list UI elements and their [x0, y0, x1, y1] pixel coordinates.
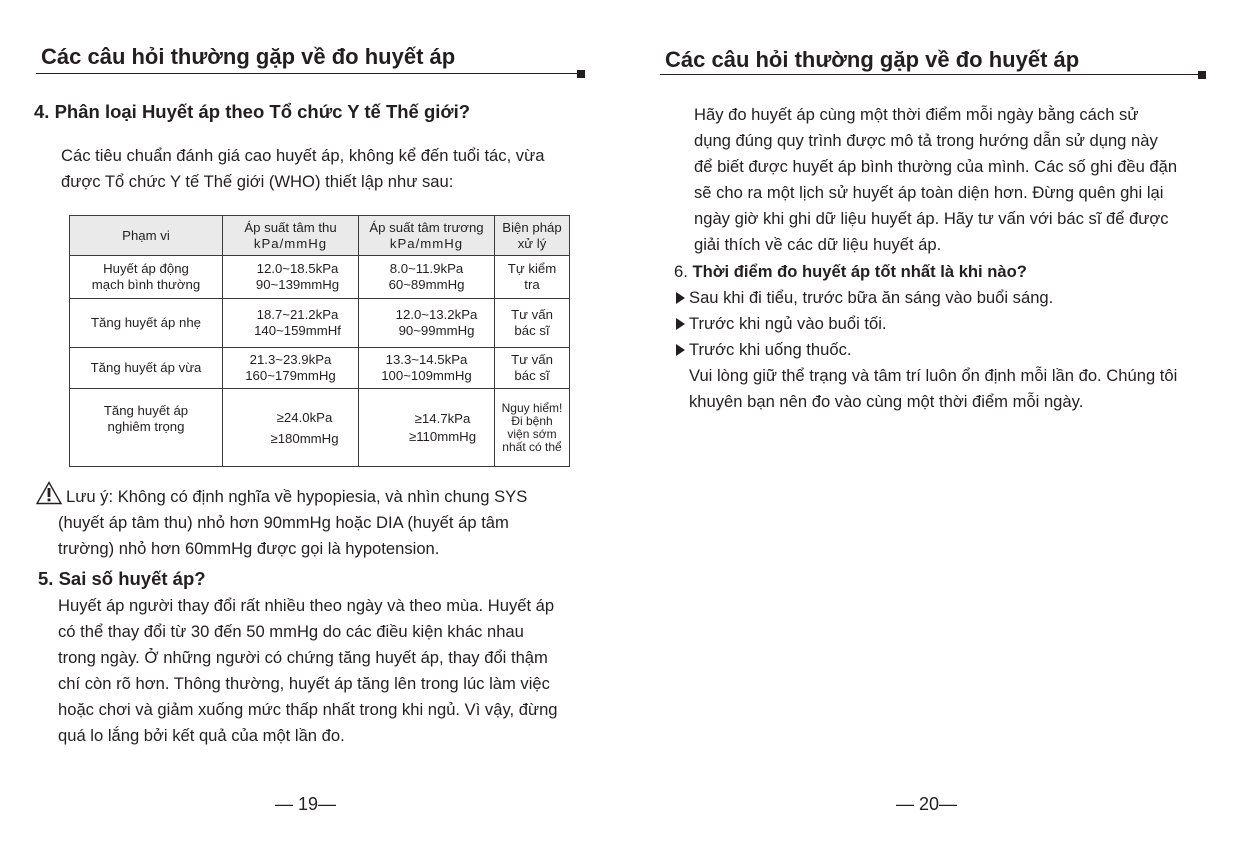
- table-row: [70, 348, 570, 389]
- measurement-advice: [694, 102, 1210, 258]
- section-5-body: [58, 593, 593, 749]
- body-line: Hãy đo huyết áp cùng một thời điểm mỗi ngày bằng cách sử: [694, 105, 1139, 124]
- hypotension-note: [58, 484, 585, 562]
- section-5-title: 5. Sai số huyết áp?: [38, 568, 206, 589]
- section-6-number: 6.: [674, 262, 693, 281]
- cell-action: Tư vấn bác sĩ: [495, 299, 570, 348]
- body-line: ngày giờ khi ghi dữ liệu huyết áp. Hãy tư vấn với bác sĩ để được: [694, 209, 1169, 228]
- body-line: hoặc chơi và giảm xuống mức thấp nhất trong khi ngủ. Vì vậy, đừng: [58, 700, 558, 719]
- cell-range: Huyết áp động mạch bình thường: [70, 256, 223, 299]
- section-4-intro: [61, 143, 581, 195]
- bullet-item: Sau khi đi tiểu, trước bữa ăn sáng vào buổi sáng.: [676, 285, 1053, 311]
- cell-systolic: 12.0~18.5kPa 90~139mmHg: [223, 256, 359, 299]
- triangle-bullet-icon: [676, 344, 685, 356]
- body-line: chí còn rõ hơn. Thông thường, huyết áp tăng lên trong lúc làm việc: [58, 674, 550, 693]
- table-header-row: [70, 216, 570, 256]
- cell-diastolic: 13.3~14.5kPa 100~109mmHg: [359, 348, 495, 389]
- note-line: trường) nhỏ hơn 60mmHg được gọi là hypotension.: [58, 539, 440, 558]
- section-6-title: [674, 259, 1027, 285]
- table-row: [70, 256, 570, 299]
- cell-diastolic: 12.0~13.2kPa 90~99mmHg: [359, 299, 495, 348]
- cell-range: Tăng huyết áp vừa: [70, 348, 223, 389]
- cell-systolic: 21.3~23.9kPa 160~179mmHg: [223, 348, 359, 389]
- cell-systolic: ≥24.0kPa ≥180mmHg: [223, 389, 359, 467]
- cell-action: Nguy hiểm! Đi bệnh viện sớm nhất có thể: [495, 389, 570, 467]
- cell-diastolic: ≥14.7kPa ≥110mmHg: [359, 389, 495, 467]
- intro-line: Các tiêu chuẩn đánh giá cao huyết áp, không kể đến tuổi tác, vừa: [61, 146, 545, 165]
- bullet-item: Trước khi ngủ vào buổi tối.: [676, 311, 887, 337]
- cell-action: Tự kiểm tra: [495, 256, 570, 299]
- page-header-title: Các câu hỏi thường gặp về đo huyết áp: [665, 47, 1080, 72]
- section-6-heading: Thời điểm đo huyết áp tốt nhất là khi nào?: [692, 262, 1027, 281]
- header-diastolic: Áp suất tâm trương kPa/mmHg: [359, 216, 495, 256]
- page-20: [620, 0, 1241, 842]
- body-line: sẽ cho ra một lịch sử huyết áp toàn diện hơn. Đừng quên ghi lại: [694, 183, 1164, 202]
- cell-systolic: 18.7~21.2kPa 140~159mmHf: [223, 299, 359, 348]
- body-line: dụng đúng quy trình được mô tả trong hướng dẫn sử dụng này: [694, 131, 1158, 150]
- bullet-item: Trước khi uống thuốc.: [676, 337, 852, 363]
- who-classification-table: [69, 215, 570, 467]
- body-line: giải thích về các dữ liệu huyết áp.: [694, 235, 942, 254]
- header-action: Biện pháp xử lý: [495, 216, 570, 256]
- section-6-closing: [689, 363, 1219, 415]
- page-number: — 19—: [275, 794, 337, 814]
- header-rule: [36, 73, 584, 74]
- header-rule: [660, 74, 1206, 75]
- header-square-marker: [577, 70, 585, 78]
- cell-action: Tư vấn bác sĩ: [495, 348, 570, 389]
- header-systolic: Áp suất tâm thu kPa/mmHg: [223, 216, 359, 256]
- cell-range: Tăng huyết áp nhẹ: [70, 299, 223, 348]
- page-19: [0, 0, 620, 842]
- body-line: Vui lòng giữ thể trạng và tâm trí luôn ổn định mỗi lần đo. Chúng tôi: [689, 366, 1178, 385]
- body-line: có thể thay đổi từ 30 đến 50 mmHg do các điều kiện khác nhau: [58, 622, 524, 641]
- table-row: [70, 389, 570, 467]
- intro-line: được Tổ chức Y tế Thế giới (WHO) thiết lập như sau:: [61, 172, 454, 191]
- section-4-title: 4. Phân loại Huyết áp theo Tổ chức Y tế Thế giới?: [34, 101, 471, 122]
- body-line: Huyết áp người thay đổi rất nhiều theo ngày và theo mùa. Huyết áp: [58, 596, 555, 615]
- page-number: — 20—: [896, 794, 958, 814]
- note-line: (huyết áp tâm thu) nhỏ hơn 90mmHg hoặc DIA (huyết áp tâm: [58, 513, 509, 532]
- body-line: quá lo lắng bởi kết quả của một lần đo.: [58, 726, 345, 745]
- triangle-bullet-icon: [676, 318, 685, 330]
- body-line: khuyên bạn nên đo vào cùng một thời điểm mỗi ngày.: [689, 392, 1084, 411]
- body-line: để biết được huyết áp bình thường của mình. Các số ghi đều đặn: [694, 157, 1178, 176]
- note-line: Lưu ý: Không có định nghĩa về hypopiesia, và nhìn chung SYS: [66, 487, 528, 506]
- page-header-title: Các câu hỏi thường gặp về đo huyết áp: [41, 44, 456, 69]
- body-line: trong ngày. Ở những người có chứng tăng huyết áp, thay đổi thậm: [58, 648, 548, 667]
- header-range: Phạm vi: [70, 216, 223, 256]
- cell-range: Tăng huyết áp nghiêm trọng: [70, 389, 223, 467]
- triangle-bullet-icon: [676, 292, 685, 304]
- header-square-marker: [1198, 71, 1206, 79]
- cell-diastolic: 8.0~11.9kPa 60~89mmHg: [359, 256, 495, 299]
- table-row: [70, 299, 570, 348]
